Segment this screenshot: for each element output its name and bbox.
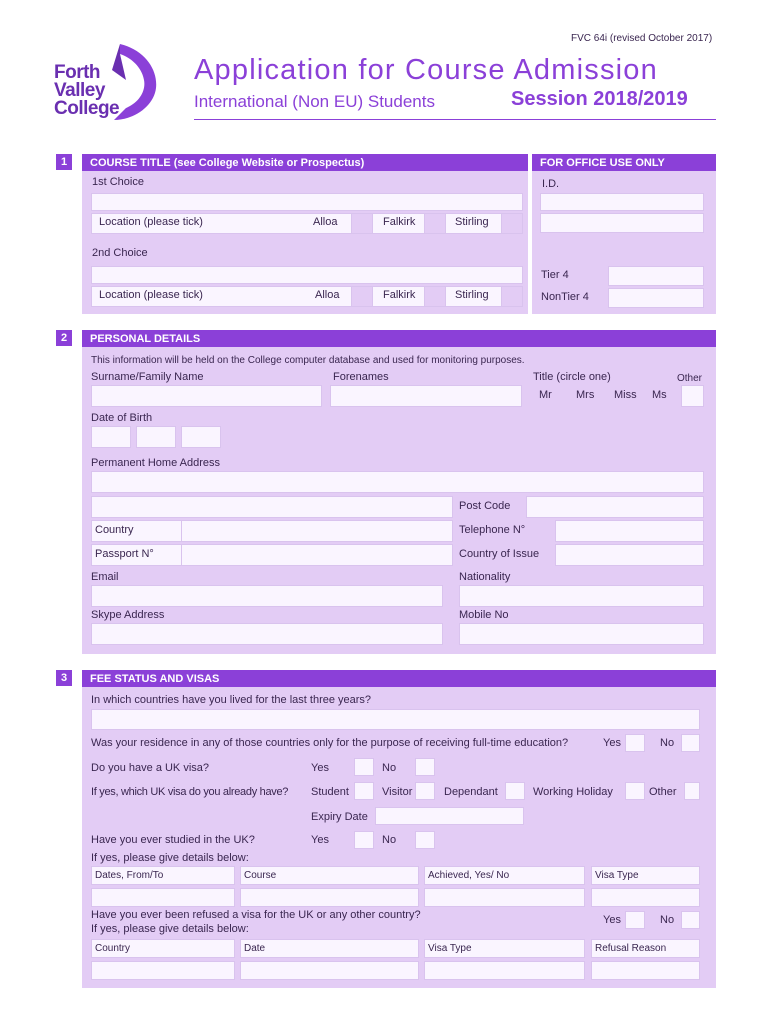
refusal-reason-input[interactable]: [591, 961, 700, 980]
logo-line-3: College: [54, 98, 120, 119]
which-visa-question: If yes, which UK visa do you already have?: [91, 786, 289, 798]
personal-header: PERSONAL DETAILS: [82, 330, 716, 347]
email-label: Email: [91, 571, 119, 583]
visa-yes-box[interactable]: [354, 758, 374, 776]
forenames-label: Forenames: [333, 371, 389, 383]
first-choice-label: 1st Choice: [92, 176, 144, 188]
office-id-label: I.D.: [542, 178, 560, 190]
refused-question: Have you ever been refused a visa for the UK or any other country?: [91, 909, 421, 921]
page-subtitle: International (Non EU) Students: [194, 92, 435, 111]
visa-question: Do you have a UK visa?: [91, 762, 210, 774]
tier4-input[interactable]: [608, 266, 704, 286]
forenames-input[interactable]: [330, 385, 522, 407]
surname-input[interactable]: [91, 385, 322, 407]
section-number-2: 2: [56, 330, 72, 346]
section-number-1: 1: [56, 154, 72, 170]
country-input[interactable]: [181, 520, 453, 542]
tick-falkirk-1[interactable]: [424, 213, 446, 234]
refusal-details-label: If yes, please give details below:: [91, 923, 249, 935]
studied-no-box[interactable]: [415, 831, 435, 849]
title-label: Title (circle one): [533, 371, 611, 383]
office-header: FOR OFFICE USE ONLY: [532, 154, 716, 171]
section-number-3: 3: [56, 670, 72, 686]
nationality-input[interactable]: [459, 585, 704, 607]
page-title: Application for Course Admission: [194, 54, 658, 86]
refusal-col-visa-label: Visa Type: [428, 943, 472, 954]
address-line-1[interactable]: [91, 471, 704, 493]
visa-working-box[interactable]: [625, 782, 645, 800]
fee-header: FEE STATUS AND VISAS: [82, 670, 716, 687]
refusal-col-date-label: Date: [244, 943, 266, 954]
form-reference: FVC 64i (revised October 2017): [571, 33, 713, 44]
title-ms[interactable]: Ms: [652, 389, 667, 401]
expiry-input[interactable]: [375, 807, 524, 825]
visa-other-box[interactable]: [684, 782, 700, 800]
passport-label: Passport N°: [95, 548, 154, 560]
mobile-input[interactable]: [459, 623, 704, 645]
office-id-input-2[interactable]: [540, 213, 704, 233]
logo-line-2: Valley: [54, 80, 105, 101]
personal-note: This information will be held on the College computer database and used for monitoring purposes.: [91, 355, 525, 366]
refused-no-label: No: [660, 914, 675, 926]
title-miss[interactable]: Miss: [614, 389, 637, 401]
header-rule: [194, 119, 716, 120]
study-dates-input[interactable]: [91, 888, 235, 907]
visa-visitor-label: Visitor: [382, 786, 413, 798]
countries-question: In which countries have you lived for the last three years?: [91, 694, 372, 706]
title-other-label: Other: [677, 373, 703, 384]
visa-dependant-label: Dependant: [444, 786, 498, 798]
refusal-col-country-label: Country: [95, 943, 131, 954]
visa-working-label: Working Holiday: [533, 786, 613, 798]
telephone-input[interactable]: [555, 520, 704, 542]
refusal-visa-input[interactable]: [424, 961, 585, 980]
post-code-label: Post Code: [459, 500, 511, 512]
country-issue-label: Country of Issue: [459, 548, 540, 560]
non-tier4-input[interactable]: [608, 288, 704, 308]
visa-no-box[interactable]: [415, 758, 435, 776]
refusal-col-reason-label: Refusal Reason: [595, 943, 667, 954]
refusal-country-input[interactable]: [91, 961, 235, 980]
skype-input[interactable]: [91, 623, 443, 645]
refused-yes-box[interactable]: [625, 911, 645, 929]
location-alloa-2: Alloa: [315, 289, 340, 301]
college-logo: [50, 40, 160, 125]
residence-no-label: No: [660, 737, 675, 749]
refused-no-box[interactable]: [681, 911, 700, 929]
studied-no-label: No: [382, 834, 397, 846]
study-visa-input[interactable]: [591, 888, 700, 907]
residence-yes-label: Yes: [603, 737, 621, 749]
second-choice-input[interactable]: [91, 266, 523, 284]
residence-question: Was your residence in any of those countries only for the purpose of receiving full-time education?: [91, 737, 569, 749]
office-id-input[interactable]: [540, 193, 704, 211]
non-tier4-label: NonTier 4: [541, 291, 589, 303]
tick-alloa-2[interactable]: [351, 286, 373, 307]
location-falkirk-1: Falkirk: [383, 216, 416, 228]
residence-no-box[interactable]: [681, 734, 700, 752]
visa-dependant-box[interactable]: [505, 782, 525, 800]
refused-yes-label: Yes: [603, 914, 621, 926]
study-col-visa-label: Visa Type: [595, 870, 639, 881]
dob-month-input[interactable]: [136, 426, 176, 448]
studied-yes-box[interactable]: [354, 831, 374, 849]
residence-yes-box[interactable]: [625, 734, 645, 752]
refusal-date-input[interactable]: [240, 961, 419, 980]
email-input[interactable]: [91, 585, 443, 607]
second-choice-label: 2nd Choice: [92, 247, 148, 259]
location-falkirk-2: Falkirk: [383, 289, 416, 301]
surname-label: Surname/Family Name: [91, 371, 204, 383]
country-label: Country: [95, 524, 134, 536]
countries-input[interactable]: [91, 709, 700, 730]
passport-input[interactable]: [181, 544, 453, 566]
logo-line-1: Forth: [54, 62, 101, 83]
mobile-label: Mobile No: [459, 609, 509, 621]
studied-yes-label: Yes: [311, 834, 329, 846]
visa-yes-label: Yes: [311, 762, 329, 774]
nationality-label: Nationality: [459, 571, 511, 583]
study-achieved-input[interactable]: [424, 888, 585, 907]
tick-falkirk-2[interactable]: [424, 286, 446, 307]
visa-no-label: No: [382, 762, 397, 774]
study-col-achieved-label: Achieved, Yes/ No: [428, 870, 510, 881]
dob-day-input[interactable]: [91, 426, 131, 448]
course-header: COURSE TITLE (see College Website or Prospectus): [82, 154, 528, 171]
title-mrs[interactable]: Mrs: [576, 389, 595, 401]
post-code-input[interactable]: [526, 496, 704, 518]
visa-other-label: Other: [649, 786, 677, 798]
skype-label: Skype Address: [91, 609, 165, 621]
country-issue-input[interactable]: [555, 544, 704, 566]
refusal-col-date: [240, 939, 419, 958]
address-label: Permanent Home Address: [91, 457, 221, 469]
expiry-label: Expiry Date: [311, 811, 368, 823]
location-stirling-1: Stirling: [455, 216, 489, 228]
visa-visitor-box[interactable]: [415, 782, 435, 800]
dob-label: Date of Birth: [91, 412, 153, 424]
tier4-label: Tier 4: [541, 269, 569, 281]
tick-alloa-1[interactable]: [351, 213, 373, 234]
dob-year-input[interactable]: [181, 426, 221, 448]
telephone-label: Telephone N°: [459, 524, 526, 536]
location-stirling-2: Stirling: [455, 289, 489, 301]
title-mr[interactable]: Mr: [539, 389, 552, 401]
studied-question: Have you ever studied in the UK?: [91, 834, 255, 846]
location-label-2: Location (please tick): [99, 289, 203, 301]
study-details-label: If yes, please give details below:: [91, 852, 249, 864]
location-alloa-1: Alloa: [313, 216, 338, 228]
first-choice-input[interactable]: [91, 193, 523, 211]
visa-student-box[interactable]: [354, 782, 374, 800]
study-col-dates-label: Dates, From/To: [95, 870, 164, 881]
tick-stirling-1[interactable]: [501, 213, 523, 234]
study-course-input[interactable]: [240, 888, 419, 907]
tick-stirling-2[interactable]: [501, 286, 523, 307]
location-label-1: Location (please tick): [99, 216, 203, 228]
study-col-course-label: Course: [244, 870, 277, 881]
session-label: Session 2018/2019: [511, 88, 688, 110]
address-line-2[interactable]: [91, 496, 453, 518]
visa-student-label: Student: [311, 786, 349, 798]
title-other-input[interactable]: [681, 385, 704, 407]
